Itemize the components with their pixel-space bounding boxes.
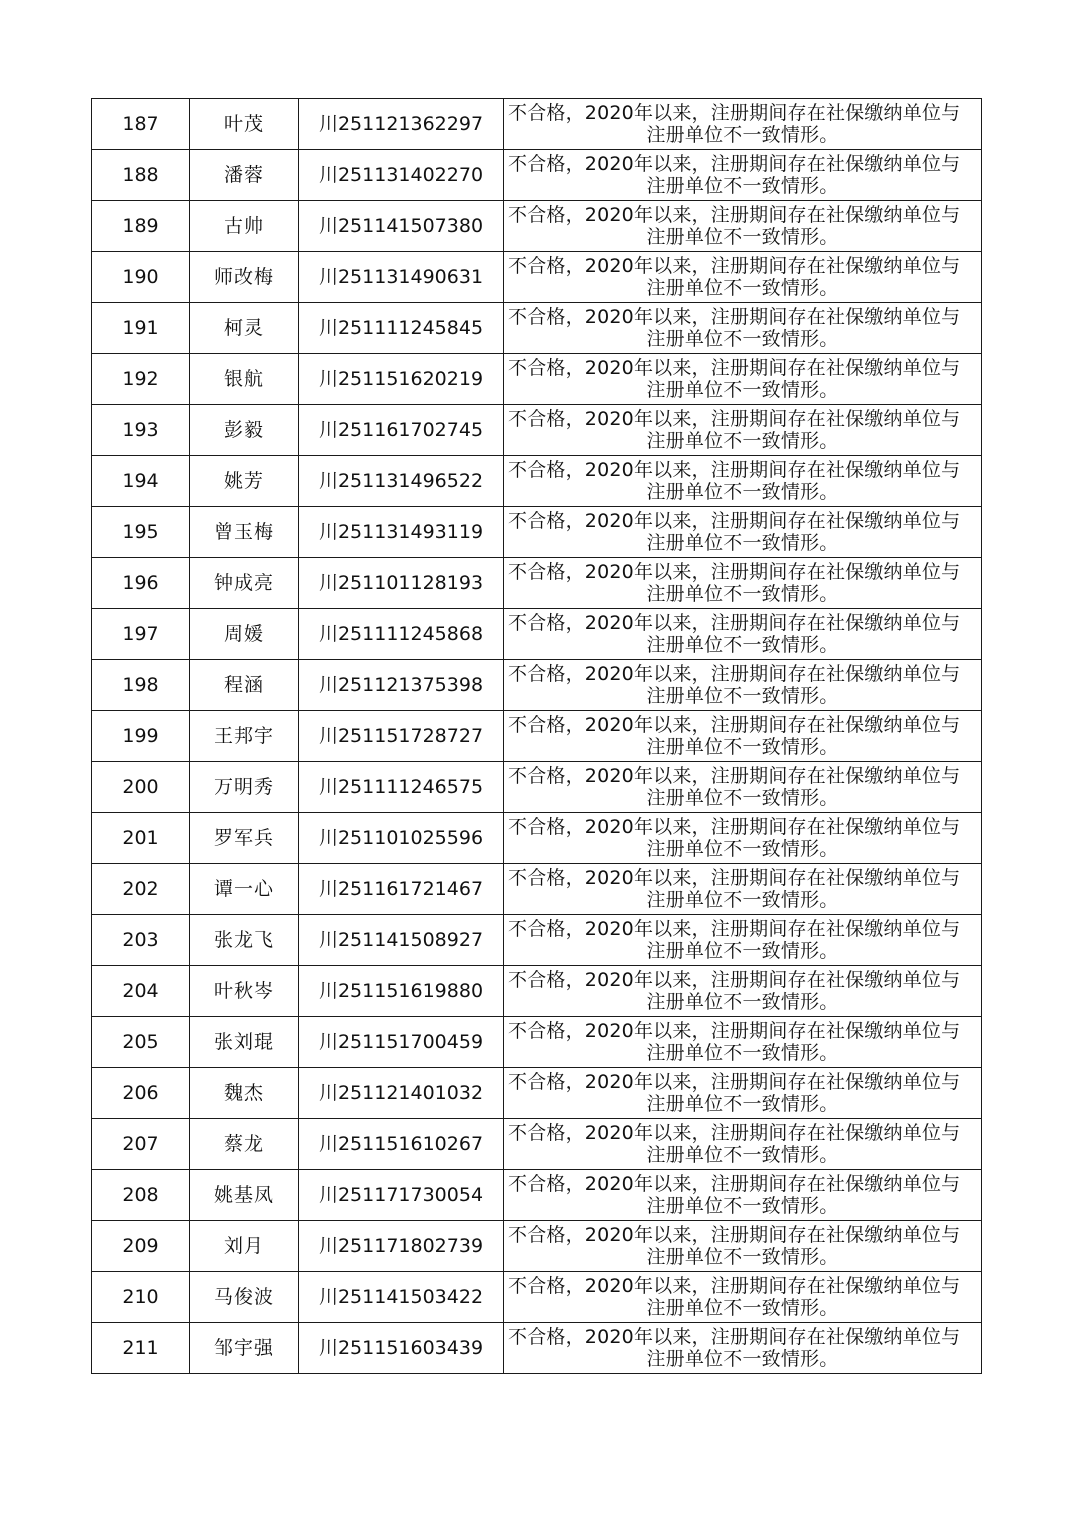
row-index: 195	[92, 507, 190, 558]
row-index: 196	[92, 558, 190, 609]
review-result	[504, 1272, 982, 1323]
review-result-line2: 注册单位不一致情形。	[646, 991, 839, 1013]
review-result	[504, 405, 982, 456]
row-index: 205	[92, 1017, 190, 1068]
row-index: 209	[92, 1221, 190, 1272]
person-name: 刘月	[190, 1221, 299, 1272]
certificate-number: 川251131496522	[299, 456, 504, 507]
certificate-number: 川251151610267	[299, 1119, 504, 1170]
person-name: 周媛	[190, 609, 299, 660]
review-result	[504, 1323, 982, 1374]
row-index: 210	[92, 1272, 190, 1323]
review-result-line2: 注册单位不一致情形。	[646, 532, 839, 554]
person-name: 姚基凤	[190, 1170, 299, 1221]
certificate-number: 川251111245868	[299, 609, 504, 660]
table-row	[92, 252, 982, 303]
review-result	[504, 99, 982, 150]
review-result-line1: 不合格，2020年以来，注册期间存在社保缴纳单位与	[508, 1071, 961, 1093]
person-name: 张龙飞	[190, 915, 299, 966]
review-result	[504, 252, 982, 303]
review-result-line1: 不合格，2020年以来，注册期间存在社保缴纳单位与	[508, 867, 961, 889]
table-row	[92, 1119, 982, 1170]
review-result-line2: 注册单位不一致情形。	[646, 481, 839, 503]
certificate-number: 川251141508927	[299, 915, 504, 966]
review-result	[504, 915, 982, 966]
review-result	[504, 966, 982, 1017]
row-index: 201	[92, 813, 190, 864]
table-row	[92, 711, 982, 762]
person-name: 罗军兵	[190, 813, 299, 864]
person-name: 程涵	[190, 660, 299, 711]
row-index: 189	[92, 201, 190, 252]
certificate-number: 川251161721467	[299, 864, 504, 915]
certificate-number: 川251151603439	[299, 1323, 504, 1374]
table-row	[92, 354, 982, 405]
review-result	[504, 762, 982, 813]
person-name: 谭一心	[190, 864, 299, 915]
table-row	[92, 864, 982, 915]
review-result-line1: 不合格，2020年以来，注册期间存在社保缴纳单位与	[508, 561, 961, 583]
certificate-number: 川251101025596	[299, 813, 504, 864]
row-index: 204	[92, 966, 190, 1017]
person-name: 魏杰	[190, 1068, 299, 1119]
review-result-line2: 注册单位不一致情形。	[646, 583, 839, 605]
review-result	[504, 813, 982, 864]
review-result-line2: 注册单位不一致情形。	[646, 787, 839, 809]
row-index: 187	[92, 99, 190, 150]
certificate-number: 川251101128193	[299, 558, 504, 609]
row-index: 199	[92, 711, 190, 762]
certificate-number: 川251111245845	[299, 303, 504, 354]
table-row	[92, 150, 982, 201]
person-name: 王邦宇	[190, 711, 299, 762]
review-result-line1: 不合格，2020年以来，注册期间存在社保缴纳单位与	[508, 816, 961, 838]
certificate-number: 川251151728727	[299, 711, 504, 762]
review-result-line2: 注册单位不一致情形。	[646, 1144, 839, 1166]
person-name: 蔡龙	[190, 1119, 299, 1170]
certificate-number: 川251151620219	[299, 354, 504, 405]
review-result-line1: 不合格，2020年以来，注册期间存在社保缴纳单位与	[508, 306, 961, 328]
review-result-line1: 不合格，2020年以来，注册期间存在社保缴纳单位与	[508, 714, 961, 736]
table-row	[92, 966, 982, 1017]
review-result	[504, 507, 982, 558]
table-row	[92, 558, 982, 609]
review-result-line1: 不合格，2020年以来，注册期间存在社保缴纳单位与	[508, 1122, 961, 1144]
review-result-line2: 注册单位不一致情形。	[646, 940, 839, 962]
row-index: 211	[92, 1323, 190, 1374]
review-result-line1: 不合格，2020年以来，注册期间存在社保缴纳单位与	[508, 663, 961, 685]
review-result-line2: 注册单位不一致情形。	[646, 124, 839, 146]
certificate-number: 川251161702745	[299, 405, 504, 456]
person-name: 师改梅	[190, 252, 299, 303]
row-index: 190	[92, 252, 190, 303]
review-result	[504, 201, 982, 252]
table-row	[92, 201, 982, 252]
certificate-number: 川251141503422	[299, 1272, 504, 1323]
review-result-line1: 不合格，2020年以来，注册期间存在社保缴纳单位与	[508, 204, 961, 226]
person-name: 叶茂	[190, 99, 299, 150]
person-name: 古帅	[190, 201, 299, 252]
table-row	[92, 405, 982, 456]
table-row	[92, 1170, 982, 1221]
certificate-number: 川251151619880	[299, 966, 504, 1017]
table-row	[92, 762, 982, 813]
review-result-line1: 不合格，2020年以来，注册期间存在社保缴纳单位与	[508, 918, 961, 940]
certificate-number: 川251131490631	[299, 252, 504, 303]
review-result-line2: 注册单位不一致情形。	[646, 226, 839, 248]
person-name: 钟成亮	[190, 558, 299, 609]
review-result	[504, 1170, 982, 1221]
table-row	[92, 609, 982, 660]
table-row	[92, 813, 982, 864]
review-result	[504, 1119, 982, 1170]
review-result-line2: 注册单位不一致情形。	[646, 1093, 839, 1115]
table-row	[92, 99, 982, 150]
certificate-number: 川251111246575	[299, 762, 504, 813]
row-index: 191	[92, 303, 190, 354]
review-result	[504, 1068, 982, 1119]
table-row	[92, 660, 982, 711]
review-result-line1: 不合格，2020年以来，注册期间存在社保缴纳单位与	[508, 255, 961, 277]
certificate-number: 川251131402270	[299, 150, 504, 201]
review-result-line2: 注册单位不一致情形。	[646, 685, 839, 707]
person-name: 邹宇强	[190, 1323, 299, 1374]
row-index: 203	[92, 915, 190, 966]
review-result-line2: 注册单位不一致情形。	[646, 328, 839, 350]
results-table	[91, 98, 982, 1374]
review-result-line1: 不合格，2020年以来，注册期间存在社保缴纳单位与	[508, 1224, 961, 1246]
review-result-line1: 不合格，2020年以来，注册期间存在社保缴纳单位与	[508, 102, 961, 124]
review-result	[504, 609, 982, 660]
review-result-line2: 注册单位不一致情形。	[646, 1042, 839, 1064]
row-index: 202	[92, 864, 190, 915]
table-row	[92, 1068, 982, 1119]
review-result-line1: 不合格，2020年以来，注册期间存在社保缴纳单位与	[508, 1173, 961, 1195]
review-result-line1: 不合格，2020年以来，注册期间存在社保缴纳单位与	[508, 969, 961, 991]
certificate-number: 川251121362297	[299, 99, 504, 150]
review-result	[504, 1221, 982, 1272]
person-name: 马俊波	[190, 1272, 299, 1323]
row-index: 200	[92, 762, 190, 813]
review-result-line2: 注册单位不一致情形。	[646, 634, 839, 656]
certificate-number: 川251121401032	[299, 1068, 504, 1119]
review-result-line2: 注册单位不一致情形。	[646, 838, 839, 860]
row-index: 192	[92, 354, 190, 405]
review-result	[504, 660, 982, 711]
row-index: 206	[92, 1068, 190, 1119]
row-index: 207	[92, 1119, 190, 1170]
certificate-number: 川251171730054	[299, 1170, 504, 1221]
certificate-number: 川251141507380	[299, 201, 504, 252]
table-row	[92, 915, 982, 966]
review-result-line2: 注册单位不一致情形。	[646, 889, 839, 911]
review-result-line1: 不合格，2020年以来，注册期间存在社保缴纳单位与	[508, 765, 961, 787]
person-name: 彭毅	[190, 405, 299, 456]
person-name: 万明秀	[190, 762, 299, 813]
person-name: 曾玉梅	[190, 507, 299, 558]
results-table-body	[92, 99, 982, 1374]
row-index: 208	[92, 1170, 190, 1221]
person-name: 姚芳	[190, 456, 299, 507]
person-name: 银航	[190, 354, 299, 405]
review-result-line1: 不合格，2020年以来，注册期间存在社保缴纳单位与	[508, 510, 961, 532]
person-name: 潘蓉	[190, 150, 299, 201]
table-row	[92, 1017, 982, 1068]
person-name: 柯灵	[190, 303, 299, 354]
certificate-number: 川251151700459	[299, 1017, 504, 1068]
review-result	[504, 150, 982, 201]
review-result-line2: 注册单位不一致情形。	[646, 379, 839, 401]
row-index: 193	[92, 405, 190, 456]
table-row	[92, 507, 982, 558]
table-row	[92, 1221, 982, 1272]
review-result	[504, 1017, 982, 1068]
review-result-line1: 不合格，2020年以来，注册期间存在社保缴纳单位与	[508, 1275, 961, 1297]
review-result-line1: 不合格，2020年以来，注册期间存在社保缴纳单位与	[508, 153, 961, 175]
person-name: 张刘琨	[190, 1017, 299, 1068]
review-result-line1: 不合格，2020年以来，注册期间存在社保缴纳单位与	[508, 357, 961, 379]
person-name: 叶秋岑	[190, 966, 299, 1017]
table-row	[92, 1323, 982, 1374]
review-result	[504, 558, 982, 609]
review-result	[504, 456, 982, 507]
review-result-line2: 注册单位不一致情形。	[646, 736, 839, 758]
review-result	[504, 303, 982, 354]
table-row	[92, 456, 982, 507]
review-result	[504, 354, 982, 405]
review-result-line2: 注册单位不一致情形。	[646, 1195, 839, 1217]
review-result	[504, 864, 982, 915]
table-row	[92, 1272, 982, 1323]
review-result-line2: 注册单位不一致情形。	[646, 1348, 839, 1370]
row-index: 188	[92, 150, 190, 201]
certificate-number: 川251121375398	[299, 660, 504, 711]
review-result-line1: 不合格，2020年以来，注册期间存在社保缴纳单位与	[508, 408, 961, 430]
review-result-line1: 不合格，2020年以来，注册期间存在社保缴纳单位与	[508, 1326, 961, 1348]
review-result-line1: 不合格，2020年以来，注册期间存在社保缴纳单位与	[508, 459, 961, 481]
row-index: 198	[92, 660, 190, 711]
certificate-number: 川251171802739	[299, 1221, 504, 1272]
review-result-line2: 注册单位不一致情形。	[646, 277, 839, 299]
review-result-line2: 注册单位不一致情形。	[646, 430, 839, 452]
review-result-line2: 注册单位不一致情形。	[646, 1246, 839, 1268]
review-result-line1: 不合格，2020年以来，注册期间存在社保缴纳单位与	[508, 1020, 961, 1042]
review-result	[504, 711, 982, 762]
review-result-line2: 注册单位不一致情形。	[646, 175, 839, 197]
table-row	[92, 303, 982, 354]
row-index: 197	[92, 609, 190, 660]
review-result-line1: 不合格，2020年以来，注册期间存在社保缴纳单位与	[508, 612, 961, 634]
certificate-number: 川251131493119	[299, 507, 504, 558]
row-index: 194	[92, 456, 190, 507]
review-result-line2: 注册单位不一致情形。	[646, 1297, 839, 1319]
